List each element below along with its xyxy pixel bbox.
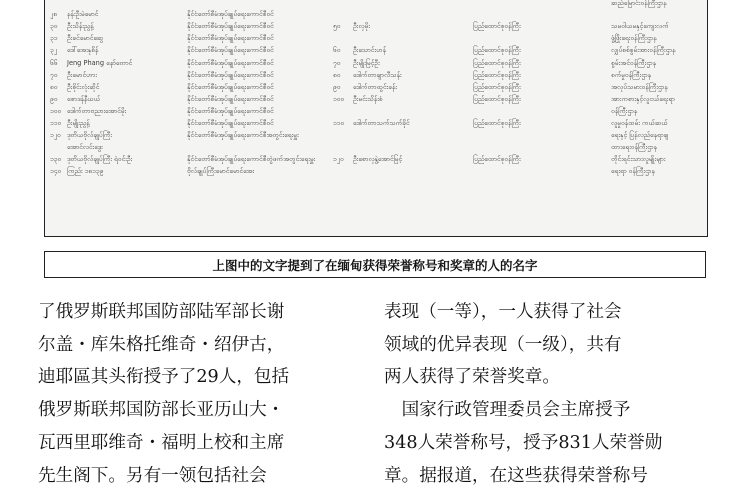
name-list-cell: ဗိုလ်ချုပ်ကြီးမောင်မောင်အေး	[187, 167, 255, 175]
name-list-cell: ၁၃၀	[50, 155, 62, 163]
name-list-cell: နိုင်ငံတော်စီမံအုပ်ချုပ်ရေးကောင်စီဝင်	[187, 83, 274, 91]
name-list-cell: နိုင်ငံတော်စီမံအုပ်ချုပ်ရေးကောင်စီဝင်	[187, 59, 274, 67]
name-list-cell: ဆည်မြောင်းဝန်ကြီးဌာန	[611, 0, 667, 7]
name-list-cell: ၃၀	[50, 22, 58, 30]
name-list-row	[45, 33, 707, 44]
article-line: 俄罗斯联邦国防部长亚历山大・	[38, 400, 285, 421]
name-list-cell: ဦးသောင်းဟန်	[353, 46, 386, 54]
name-list-cell: ကြည်း ၁၈၁၃၉	[67, 167, 104, 175]
name-list-cell: ပြည်ထောင်စုဝန်ကြီး	[473, 119, 521, 127]
name-list-cell: ဦးမျိုးညွန့်	[67, 119, 90, 127]
name-list-cell: ပြည်ထောင်စုဝန်ကြီး	[473, 83, 521, 91]
name-list-cell: နိုင်ငံတော်စီမံအုပ်ချုပ်ရေးကောင်စီဝင်	[187, 119, 274, 127]
name-list-cell: အားကစားနှင့်လူငယ်ရေးရာ	[611, 95, 675, 103]
name-list-row	[45, 21, 707, 32]
name-list-cell: ၃၁	[50, 34, 58, 42]
name-list-cell: ၉၀	[333, 83, 341, 91]
name-list-cell: နိုင်ငံတော်စီမံအုပ်ချုပ်ရေးကောင်စီအတွင်းရေးမှူး	[187, 131, 299, 139]
article-line: 章。据报道，在这些获得荣誉称号	[384, 465, 648, 486]
name-list-cell: ပြည်ထောင်စုဝန်ကြီး	[473, 95, 521, 103]
name-list-cell: ဦးစိုင်းလုံးဆိုင်	[67, 83, 100, 91]
name-list-cell: ဦးစောလှနွဲ့အောင်မြင့်	[353, 155, 403, 163]
name-list-cell: ဦးသိန်းညွန့်	[67, 22, 94, 30]
name-list-cell: ဒုတိယဗိုလ်ချုပ်ကြီး ရဲဝင်းဦး	[67, 155, 133, 163]
name-list-cell: ဦးမောင်ဟား	[67, 71, 97, 79]
figure-caption: 上图中的文字提到了在缅甸获得荣誉称号和奖章的人的名字	[212, 257, 538, 273]
name-list-cell: ဒေါက်တာဗညားအောင်မိုး	[67, 107, 127, 115]
name-list-cell: ၁၄၀	[50, 167, 62, 175]
name-list-cell: စွမ်းအင်ဝန်ကြီးဌာန	[611, 59, 656, 67]
name-list-row	[45, 9, 707, 20]
caption-box	[44, 251, 706, 278]
name-list-cell: ၅၀	[333, 22, 341, 30]
name-list-cell: ဝန်ကြီးဌာန	[611, 107, 638, 115]
name-list-cell: အောင်လင်းဒွေး	[67, 143, 103, 151]
name-list-cell: ၁၂၀	[50, 131, 61, 139]
name-list-cell: ရေးနှင့် ပြန်လည်နေရာချ	[611, 131, 669, 139]
name-list-cell: ဒေါ်အေးနုစိန်	[67, 46, 99, 54]
name-list-cell: လူမှုဝန်ထမ်း ကယ်ဆယ်	[611, 119, 668, 127]
name-list-cell: နန်းဦးမဲမောင်	[67, 10, 99, 18]
name-list-cell: ရေးရာ ဝန်ကြီးဌာန	[611, 167, 655, 175]
article-line: 了俄罗斯联邦国防部陆军部长谢	[38, 302, 285, 322]
article-line: 两人获得了荣誉奖章。	[384, 367, 560, 388]
article-line: 国家行政管理委员会主席授予	[384, 400, 631, 421]
article-line: 尔盖・库朱格托维奇・绍伊古，	[38, 334, 285, 355]
name-list-cell: ၁၂၀	[333, 155, 344, 163]
name-list-cell: ဒုတိယဗိုလ်ချုပ်ကြီး	[67, 131, 112, 139]
name-list-cell: စက်မှုဝန်ကြီးဌာန	[611, 71, 652, 79]
name-list-row	[45, 58, 707, 69]
name-list-row	[45, 45, 707, 56]
name-list-cell: နိုင်ငံတော်စီမံအုပ်ချုပ်ရေးကောင်စီဝင်	[187, 22, 274, 30]
name-list-cell: နိုင်ငံတော်စီမံအုပ်ချုပ်ရေးကောင်စီဝင်	[187, 107, 274, 115]
name-list-cell: ဒေါက်တာသက်သက်ခိုင်	[353, 119, 410, 127]
article-line: 表现（一等），一人获得了社会	[384, 302, 622, 322]
name-list-row	[45, 166, 707, 177]
article-line: 迪耶區其头衔授予了29人，包括	[38, 367, 290, 388]
name-list-row	[45, 94, 707, 105]
name-list-row	[45, 142, 707, 153]
name-list-cell: နိုင်ငံတော်စီမံအုပ်ချုပ်ရေးကောင်စီဝင်	[187, 34, 274, 42]
name-list-cell: ဦးမျိုးမြင့်ဦး	[353, 59, 380, 67]
name-list-cell: ဦးမင်းသိန်းစံ	[353, 95, 383, 103]
article-line: 领域的优异表现（一级），共有	[384, 334, 622, 355]
name-list-cell: ဒေါက်တာချာလီသန်း	[353, 71, 402, 79]
name-list-cell: ၁၀၀	[333, 95, 345, 103]
name-list-cell: ပြည်ထောင်စုဝန်ကြီး	[473, 155, 521, 163]
name-list-row	[45, 0, 707, 9]
name-list-cell: ပြည်ထောင်စုဝန်ကြီး	[473, 22, 521, 30]
name-list-row	[45, 154, 707, 165]
name-list-row	[45, 130, 707, 141]
name-list-cell: Jeng Phang နော်တောင်	[67, 59, 133, 67]
name-list-cell: နိုင်ငံတော်စီမံအုပ်ချုပ်ရေးကောင်စီဝင်	[187, 95, 274, 103]
name-list-cell: အလုပ်သမားဝန်ကြီးဌာန	[611, 83, 668, 91]
name-list-cell: နိုင်ငံတော်စီမံအုပ်ချုပ်ရေးကောင်စီတွဲဖက်အတွင်းရေးမှူး	[187, 155, 316, 163]
name-list-row	[45, 82, 707, 93]
name-list-cell: ၉၀	[50, 95, 58, 103]
name-list-cell: ၈၀	[333, 71, 341, 79]
name-list-cell: တိုင်းရင်းသားလူမျိုးများ	[611, 155, 666, 163]
article-line: 瓦西里耶维奇・福明上校和主席	[38, 432, 285, 453]
name-list-cell: နိုင်ငံတော်စီမံအုပ်ချုပ်ရေးကောင်စီဝင်	[187, 46, 274, 54]
name-list-cell: ၁၁၀	[50, 119, 62, 127]
name-list-cell: လျှပ်စစ်စွမ်းအားဝန်ကြီးဌာန	[611, 46, 676, 54]
article-left-column	[38, 296, 370, 492]
name-list-cell: ၇၀	[50, 71, 58, 79]
name-list-row	[45, 118, 707, 129]
name-list-cell: ၆၆	[50, 59, 58, 67]
name-list-cell: နိုင်ငံတော်စီမံအုပ်ချုပ်ရေးကောင်စီဝင်	[187, 10, 274, 18]
name-list-cell: ဦးလှမိုး	[353, 22, 370, 30]
name-list-cell: ဒေါက်တာထွင်းခန်း	[353, 83, 397, 91]
article-right-column	[384, 296, 724, 492]
name-list-cell: ပြည်ထောင်စုဝန်ကြီး	[473, 46, 521, 54]
article-line: 先生阁下。另有一领包括社会	[38, 465, 267, 486]
name-list-row	[45, 70, 707, 81]
name-list-cell: ၃၂	[50, 46, 57, 54]
name-list-cell: နိုင်ငံတော်စီမံအုပ်ချုပ်ရေးကောင်စီဝင်	[187, 71, 274, 79]
name-list-cell: ပြည်ထောင်စုဝန်ကြီး	[473, 59, 521, 67]
name-list-cell: ၇၀	[333, 59, 341, 67]
name-list-row	[45, 106, 707, 117]
name-list-cell: စောဒန်နီယယ်	[67, 95, 101, 103]
name-list-cell: ၂၈	[50, 10, 58, 18]
name-list-cell: သမဝါယမနှင့်ကျေးလက်	[611, 22, 669, 30]
myanmar-name-list-image	[44, 0, 708, 237]
name-list-cell: ၆၀	[333, 46, 341, 54]
name-list-cell: ၁၀၀	[50, 107, 62, 115]
name-list-cell: ဦးခင်မောင်ဆွေ	[67, 34, 104, 42]
name-list-cell: ၈၀	[50, 83, 58, 91]
name-list-cell: ပြည်ထောင်စုဝန်ကြီး	[473, 71, 521, 79]
name-list-cell: ၁၁၀	[333, 119, 345, 127]
article-line: 348人荣誉称号，授予831人荣誉勋	[384, 432, 663, 453]
name-list-cell: ဖွံ့ဖြိုးရေးဝန်ကြီးဌာန	[611, 34, 657, 42]
name-list-cell: ထားရေးဝန်ကြီးဌာန	[611, 143, 657, 151]
